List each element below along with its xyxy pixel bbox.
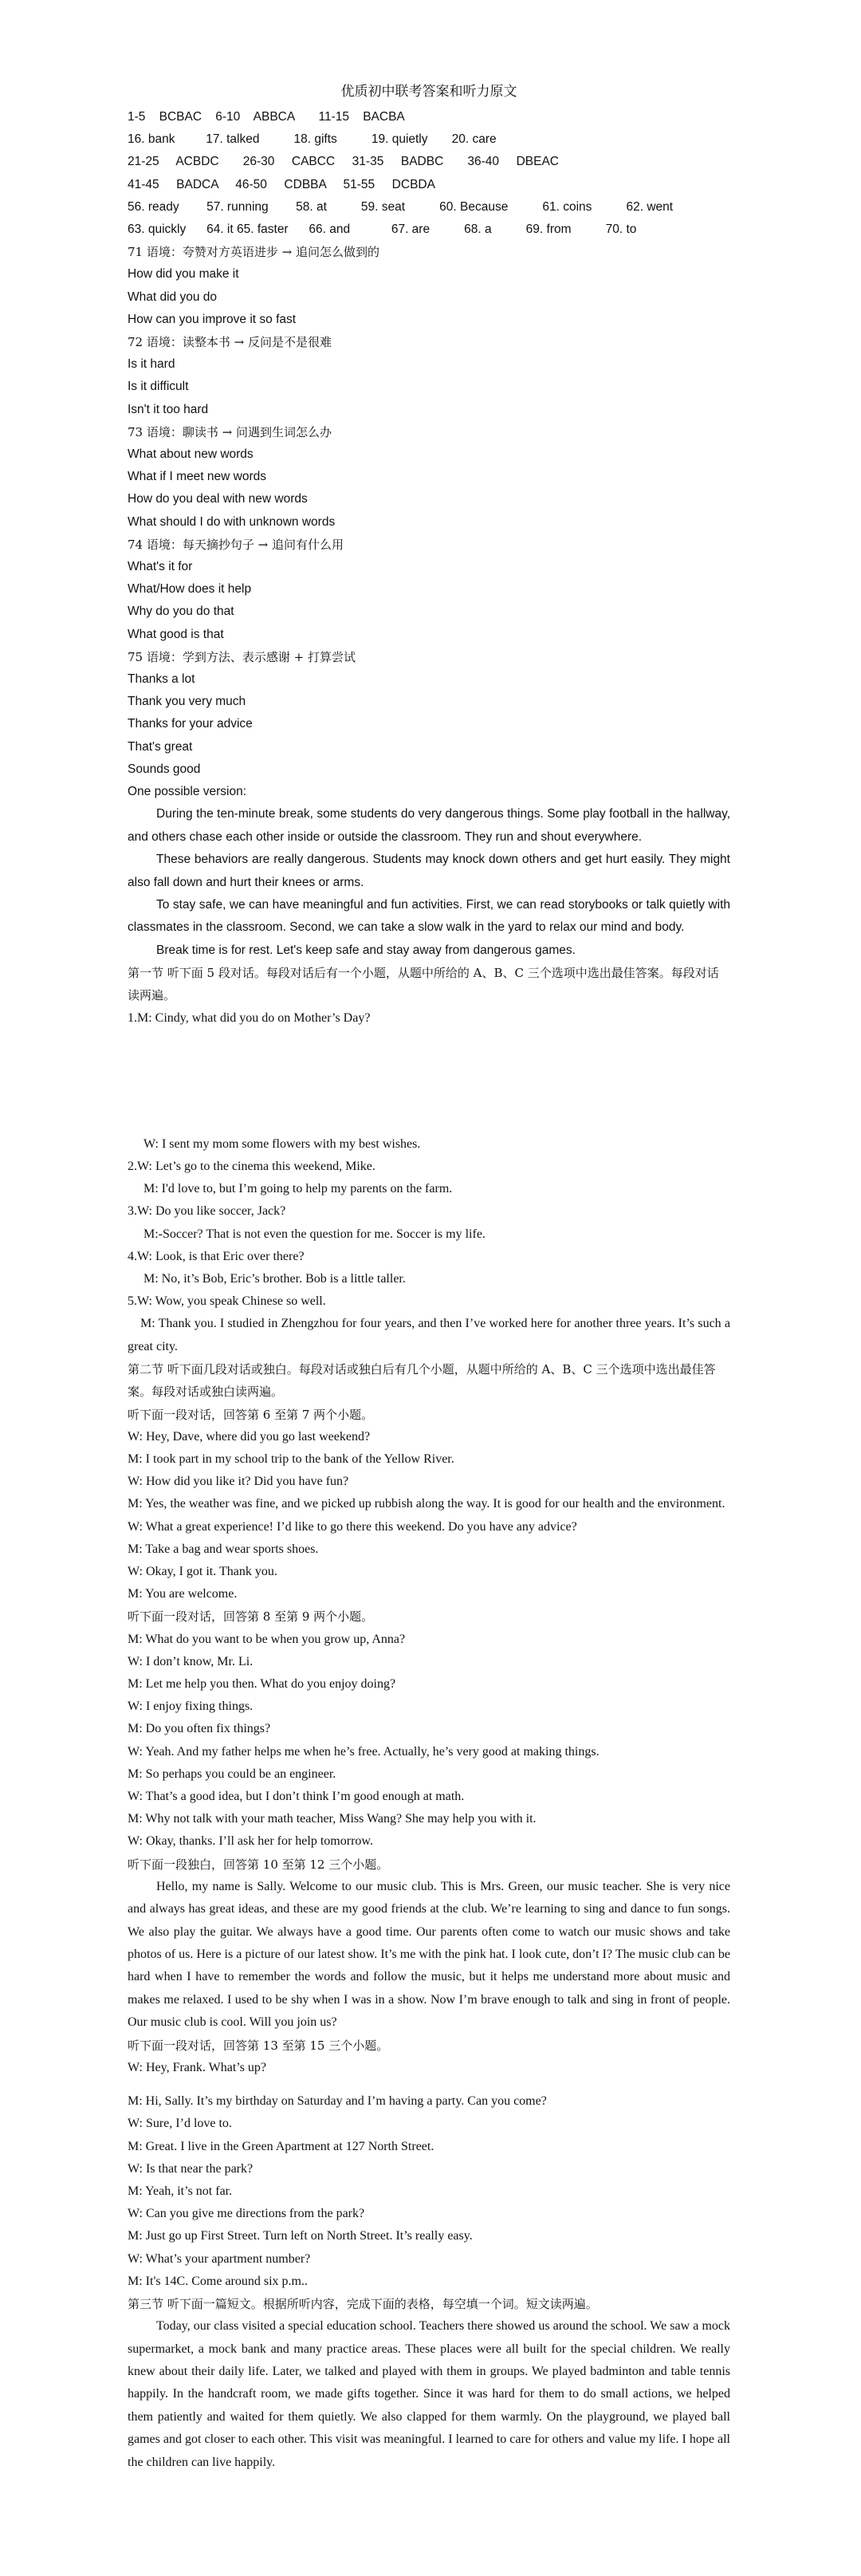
dialogue-line: 5.W: Wow, you speak Chinese so well. (128, 1294, 326, 1309)
listening-section-3 (128, 2293, 730, 2474)
dialogue-line: M: No, it’s Bob, Eric’s brother. Bob is a little taller. (144, 1271, 406, 1286)
dialogue-line: M: You are welcome. (128, 1587, 238, 1601)
answer-line: 63. quickly 64. it 65. faster 66. and 67. are 68. a 69. from 70. to (128, 223, 637, 237)
dialogue-line: M: Yes, the weather was fine, and we picked up rubbish along the way. It is good for our health and the environment. (128, 1497, 725, 1511)
q73-heading: 73 语境：聊读书 → 问遇到生词怎么办 (128, 424, 332, 439)
section-3-heading: 第三节 听下面一篇短文。根据所听内容，完成下面的表格，每空填一个词。短文读两遍。 (128, 2296, 598, 2311)
essay-block (128, 781, 730, 962)
dialogue-line: M: Take a bag and wear sports shoes. (128, 1542, 319, 1556)
essay-label: One possible version: (128, 785, 247, 799)
answer-line: 21-25 ACBDC 26-30 CABCC 31-35 BADBC 36-40 DBEAC (128, 155, 559, 169)
q73-answer: What about new words (128, 447, 254, 462)
q74-answer: What/How does it help (128, 582, 252, 597)
section-2-heading: 第二节 听下面几段对话或独白。每段对话或独白后有几个小题，从题中所给的 A、B、C 三个选项中选出最佳答案。每段对话或独白读两遍。 (128, 1362, 716, 1400)
blank-space (128, 2079, 730, 2090)
dialogue-line: 1.M: Cindy, what did you do on Mother’s Day? (128, 1010, 371, 1025)
q75-answer: Sounds good (128, 762, 201, 776)
dialogue-line: M: Hi, Sally. It’s my birthday on Saturday and I’m having a party. Can you come? (128, 2094, 547, 2109)
dialogue-line: M: Yeah, it’s not far. (128, 2184, 233, 2198)
answer-line: 1-5 BCBAC 6-10 ABBCA 11-15 BACBA (128, 110, 405, 124)
listening-section-1 (128, 962, 730, 1358)
essay-paragraph: To stay safe, we can have meaningful and fun activities. First, we can read storybooks or talk quietly with classmates in the classroom. Second, we can take a slow walk in the yard to relax our mind and body. (128, 897, 730, 935)
q75-answer: Thanks for your advice (128, 717, 253, 731)
q72-answer: Isn't it too hard (128, 402, 209, 416)
page-title: 优质初中联考答案和听力原文 (340, 84, 517, 100)
dialogue-line: M: I'd love to, but I’m going to help my parents on the farm. (144, 1182, 453, 1196)
q71-answer: How did you make it (128, 267, 239, 282)
q74-answer: What good is that (128, 627, 224, 641)
dialogue-line: M: Just go up First Street. Turn left on North Street. It’s really easy. (128, 2229, 473, 2243)
q74-heading: 74 语境：每天摘抄句子 → 追问有什么用 (128, 537, 344, 552)
dialogue-line: W: Hey, Dave, where did you go last weekend? (128, 1429, 371, 1444)
dialogue-line: M: What do you want to be when you grow up, Anna? (128, 1632, 406, 1646)
dialogue-line: W: Is that near the park? (128, 2161, 254, 2176)
dialogue-line: W: What’s your apartment number? (128, 2251, 311, 2266)
dialogue-line: W: Yeah. And my father helps me when he’s free. Actually, he’s very good at making things. (128, 1744, 600, 1759)
q73-answer: What should I do with unknown words (128, 514, 336, 529)
document-page (128, 80, 730, 2474)
answer-key (128, 106, 730, 241)
q73-answer: How do you deal with new words (128, 492, 308, 506)
answer-line: 16. bank 17. talked 18. gifts 19. quietly 20. care (128, 132, 497, 147)
dialogue-line: 3.W: Do you like soccer, Jack? (128, 1204, 286, 1219)
dialogue-line: W: What a great experience! I’d like to go there this weekend. Do you have any advice? (128, 1519, 577, 1534)
dialogue-line: 2.W: Let’s go to the cinema this weekend, Mike. (128, 1159, 375, 1173)
essay-paragraph: Break time is for rest. Let's keep safe and stay away from dangerous games. (156, 943, 576, 957)
monologue-heading: 听下面一段独白，回答第 10 至第 12 三个小题。 (128, 1857, 389, 1872)
dialogue-line: M: I took part in my school trip to the bank of the Yellow River. (128, 1452, 454, 1466)
dialogue-line: M: Why not talk with your math teacher, Miss Wang? She may help you with it. (128, 1812, 537, 1826)
q74-answer: Why do you do that (128, 605, 234, 619)
q74-block (128, 534, 730, 646)
dialogue-line: M: It's 14C. Come around six p.m.. (128, 2274, 308, 2288)
q72-block (128, 331, 730, 421)
dialogue-line: W: Okay, thanks. I’ll ask her for help tomorrow. (128, 1834, 373, 1849)
dialogue-line: M: Thank you. I studied in Zhengzhou for four years, and then I’ve worked here for another three years. It’s such a great city. (128, 1317, 730, 1353)
dialogue-line: M: Great. I live in the Green Apartment at 127 North Street. (128, 2139, 434, 2153)
q73-block (128, 421, 730, 534)
q75-answer: Thank you very much (128, 695, 246, 709)
q72-answer: Is it difficult (128, 380, 189, 394)
dialogue-line: W: Sure, I’d love to. (128, 2117, 232, 2131)
dialogue-heading: 听下面一段对话，回答第 13 至第 15 三个小题。 (128, 2038, 389, 2053)
q71-block (128, 241, 730, 331)
q71-heading: 71 语境：夸赞对方英语进步 → 追问怎么做到的 (128, 245, 379, 260)
q75-block (128, 646, 730, 781)
dialogue-line: W: Hey, Frank. What’s up? (128, 2060, 267, 2074)
q72-heading: 72 语境：读整本书 → 反问是不是很难 (128, 335, 332, 350)
dialogue-line: M:-Soccer? That is not even the question for me. Soccer is my life. (144, 1227, 486, 1241)
q72-answer: Is it hard (128, 357, 175, 372)
q75-answer: That's great (128, 739, 193, 754)
dialogue-line: W: I don’t know, Mr. Li. (128, 1654, 254, 1668)
dialogue-line: W: That’s a good idea, but I don’t think I’m good enough at math. (128, 1790, 465, 1804)
essay-paragraph: These behaviors are really dangerous. Students may knock down others and get hurt easily. They might also fall down and hurt their knees or arms. (128, 853, 730, 889)
q74-answer: What's it for (128, 560, 193, 574)
dialogue-heading: 听下面一段对话，回答第 8 至第 9 两个小题。 (128, 1609, 374, 1625)
answer-line: 56. ready 57. running 58. at 59. seat 60. Because 61. coins 62. went (128, 199, 674, 214)
listening-section-2 (128, 1358, 730, 2293)
dialogue-line: W: I enjoy fixing things. (128, 1700, 254, 1714)
dialogue-line: W: Can you give me directions from the park? (128, 2207, 365, 2221)
q71-answer: What did you do (128, 290, 218, 304)
blank-space (128, 1030, 730, 1133)
q73-answer: What if I meet new words (128, 470, 267, 484)
answer-line: 41-45 BADCA 46-50 CDBBA 51-55 DCBDA (128, 177, 435, 191)
dialogue-line: W: How did you like it? Did you have fun? (128, 1475, 349, 1489)
dialogue-line: W: I sent my mom some flowers with my best wishes. (144, 1136, 421, 1151)
section-1-heading: 第一节 听下面 5 段对话。每段对话后有一个小题，从题中所给的 A、B、C 三个选项中选出最佳答案。每段对话读两遍。 (128, 966, 719, 1003)
passage-text: Today, our class visited a special education school. Teachers there showed us around the school. We saw a mock supermarket, a mock bank and many practice areas. These places were all built for the special children. We really knew about their daily life. Later, we talked and played with them in groups. We played badminton and table tennis happily. In the handcraft room, we made gifts together. Since it was hard for them to do small actions, we helped them patiently and waited for them quietly. We also clapped for them warmly. On the playground, we played ball games and got closer to each other. This visit was meaningful. I learned to care for others and value my life. I hope all the children can live happily. (128, 2319, 730, 2469)
dialogue-line: M: Let me help you then. What do you enjoy doing? (128, 1677, 396, 1692)
dialogue-heading: 听下面一段对话，回答第 6 至第 7 两个小题。 (128, 1407, 374, 1422)
essay-paragraph: During the ten-minute break, some students do very dangerous things. Some play football in the hallway, and others chase each other inside or outside the classroom. They run and shout everywhere. (128, 807, 730, 844)
dialogue-line: W: Okay, I got it. Thank you. (128, 1565, 277, 1579)
dialogue-line: 4.W: Look, is that Eric over there? (128, 1249, 305, 1263)
monologue-text: Hello, my name is Sally. Welcome to our music club. This is Mrs. Green, our music teacher. She is very nice and always has great ideas, and these are my good friends at the club. We’re learning to sing and dance to fun songs. We also play the guitar. We always have a good time. Our parents often come to watch our music shows and take photos of us. Here is a picture of our latest show. It’s me with the pink hat. I look cute, don’t I? The music club can be hard when I have to remember the words and follow the music, but it helps me understand more about music and makes me relaxed. I used to be shy when I was in a show. Now I’m brave enough to talk and sing in front of people. Our music club is cool. Will you join us? (128, 1879, 730, 2030)
q71-answer: How can you improve it so fast (128, 312, 297, 326)
q75-answer: Thanks a lot (128, 672, 195, 687)
q75-heading: 75 语境：学到方法、表示感谢 + 打算尝试 (128, 649, 356, 664)
dialogue-line: M: So perhaps you could be an engineer. (128, 1767, 336, 1781)
dialogue-line: M: Do you often fix things? (128, 1722, 271, 1736)
